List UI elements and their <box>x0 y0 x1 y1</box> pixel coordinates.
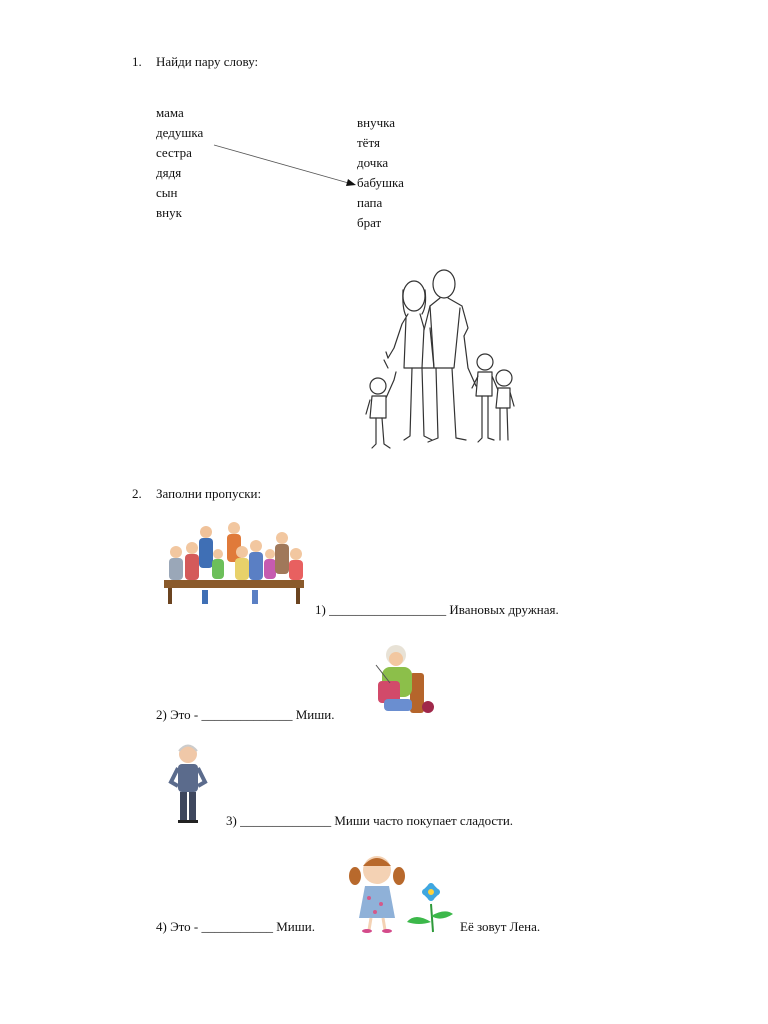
right-word: брат <box>357 215 382 230</box>
sentence-2-suffix: Миши. <box>295 707 335 722</box>
left-word: сестра <box>156 145 192 160</box>
left-word: дедушка <box>156 125 204 140</box>
sentence-3-prefix: 3) <box>226 813 237 828</box>
sentence-4-after: Её зовут Лена. <box>460 919 541 934</box>
sentence-3 <box>226 811 513 831</box>
right-word: папа <box>357 195 383 210</box>
right-word: тётя <box>357 135 380 150</box>
right-word: внучка <box>357 115 396 130</box>
girl-with-flower-illustration <box>345 852 457 934</box>
task2-number: 2. <box>132 486 142 501</box>
sentence-4 <box>156 917 315 937</box>
sentence-3-suffix: Миши часто покупает сладости. <box>334 813 514 828</box>
sentence-2 <box>156 705 334 725</box>
family-drawing <box>364 268 514 454</box>
left-word: дядя <box>156 165 182 180</box>
grandmother-illustration <box>370 643 438 719</box>
task1-title: Найди пару слову: <box>156 54 259 69</box>
right-word: бабушка <box>357 175 404 190</box>
left-word: внук <box>156 205 182 220</box>
right-word: дочка <box>357 155 389 170</box>
sentence-2-blank[interactable]: ______________ <box>201 707 293 722</box>
sentence-1-suffix: Ивановых дружная. <box>449 602 559 617</box>
sentence-1-prefix: 1) <box>315 602 326 617</box>
left-word: сын <box>156 185 178 200</box>
sentence-1-blank[interactable]: __________________ <box>329 602 447 617</box>
grandfather-illustration <box>168 742 208 824</box>
task2-title: Заполни пропуски: <box>156 486 262 501</box>
sentence-2-prefix: 2) Это - <box>156 707 199 722</box>
sentence-4-suffix: Миши. <box>276 919 315 934</box>
task1-number: 1. <box>132 54 142 69</box>
sentence-3-blank[interactable]: ______________ <box>240 813 332 828</box>
sentence-4-blank[interactable]: ___________ <box>201 919 273 934</box>
left-word: мама <box>156 105 184 120</box>
family-dinner-illustration <box>156 518 310 608</box>
sentence-4-prefix: 4) Это - <box>156 919 199 934</box>
sentence-1 <box>315 600 559 620</box>
